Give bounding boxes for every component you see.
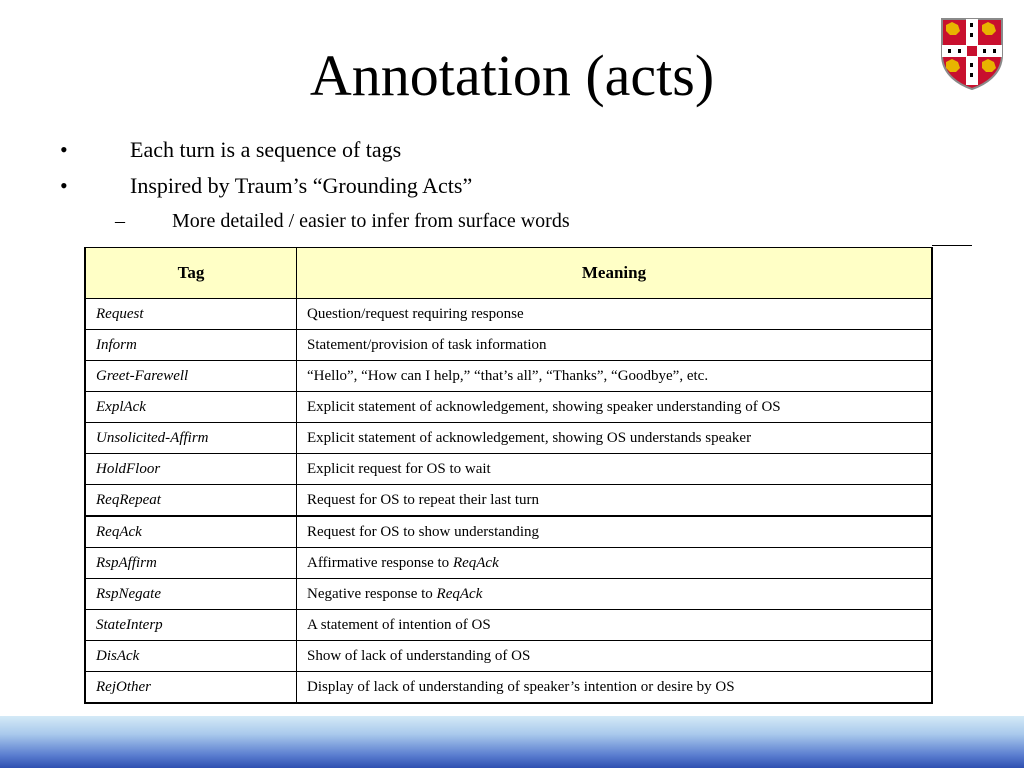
table-row [85, 641, 932, 672]
meaning-cell: Request for OS to show understanding [297, 516, 933, 548]
table-top-rule [932, 245, 972, 246]
tag-cell: HoldFloor [85, 454, 297, 485]
sub-bullet-text: More detailed / easier to infer from surface words [172, 210, 570, 232]
table-row [85, 485, 932, 517]
meaning-tag-ref: ReqAck [452, 554, 499, 571]
meaning-cell: Display of lack of understanding of speaker’s intention or desire by OS [297, 672, 933, 704]
meaning-cell: Statement/provision of task information [297, 330, 933, 361]
meaning-cell: “Hello”, “How can I help,” “that’s all”, “Thanks”, “Goodbye”, etc. [297, 361, 933, 392]
tag-cell: ReqRepeat [85, 485, 297, 517]
bullet-text: Each turn is a sequence of tags [130, 137, 402, 162]
meaning-cell: A statement of intention of OS [297, 610, 933, 641]
meaning-cell: Show of lack of understanding of OS [297, 641, 933, 672]
table-row [85, 548, 932, 579]
meaning-text: Affirmative response to [307, 554, 453, 571]
meaning-cell [297, 548, 933, 579]
table-row [85, 610, 932, 641]
bullet-text: Inspired by Traum’s “Grounding Acts” [130, 173, 473, 198]
table-row [85, 423, 932, 454]
table-row [85, 672, 932, 704]
meaning-tag-ref: ReqAck [436, 585, 483, 602]
sub-bullet-mark: – [115, 210, 125, 232]
tag-cell: Inform [85, 330, 297, 361]
tag-cell: RspAffirm [85, 548, 297, 579]
meaning-cell [297, 579, 933, 610]
table-row [85, 579, 932, 610]
header-tag: Tag [85, 248, 297, 299]
tag-cell: ReqAck [85, 516, 297, 548]
table-row [85, 361, 932, 392]
tag-cell: StateInterp [85, 610, 297, 641]
slide-title: Annotation (acts) [309, 43, 715, 108]
tag-cell: RspNegate [85, 579, 297, 610]
tag-table-container [84, 247, 933, 704]
table-row [85, 454, 932, 485]
tag-cell: ExplAck [85, 392, 297, 423]
meaning-text: Negative response to [307, 585, 437, 602]
footer-gradient-bar [0, 716, 1024, 768]
tag-cell: RejOther [85, 672, 297, 704]
bullet-mark: • [60, 137, 68, 162]
tag-cell: Unsolicited-Affirm [85, 423, 297, 454]
tag-cell: Request [85, 299, 297, 330]
meaning-cell: Explicit statement of acknowledgement, showing speaker understanding of OS [297, 392, 933, 423]
header-meaning: Meaning [297, 248, 933, 299]
university-crest-logo [940, 17, 1004, 91]
tag-cell: DisAck [85, 641, 297, 672]
meaning-cell: Explicit request for OS to wait [297, 454, 933, 485]
meaning-cell: Explicit statement of acknowledgement, showing OS understands speaker [297, 423, 933, 454]
bullet-mark: • [60, 173, 68, 198]
table-row [85, 299, 932, 330]
table-row [85, 516, 932, 548]
table-row [85, 330, 932, 361]
tag-table [84, 247, 933, 704]
table-row [85, 392, 932, 423]
table-header-row [85, 248, 932, 299]
meaning-cell: Request for OS to repeat their last turn [297, 485, 933, 517]
meaning-cell: Question/request requiring response [297, 299, 933, 330]
tag-cell: Greet-Farewell [85, 361, 297, 392]
